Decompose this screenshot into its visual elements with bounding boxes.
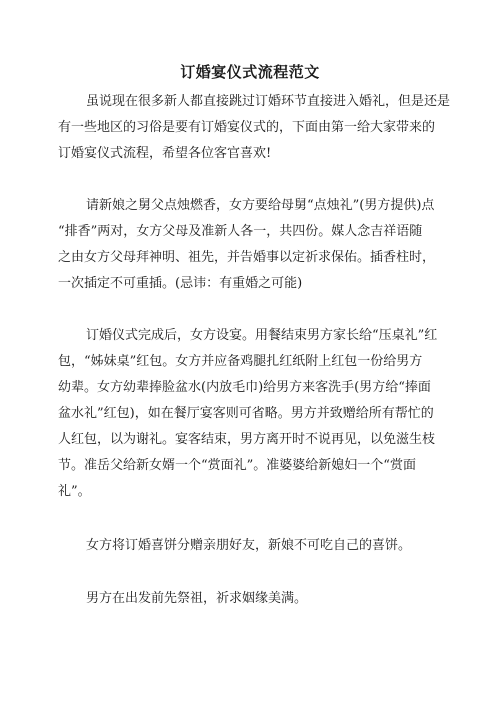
text-line: 虽说现在很多新人都直接跳过订婚环节直接进入婚礼，但是还是 [86,94,451,109]
text-line: 一次插定不可重插。(忌讳：有重婚之可能) [58,276,303,291]
text-line: 有一些地区的习俗是要有订婚宴仪式的，下面由第一给大家带来的 [58,120,436,135]
paragraph-incense [58,193,442,297]
paragraph-ancestors [58,586,442,612]
text-line: 请新娘之舅父点烛燃香，女方要给母舅“点烛礼”(男方提供)点 [86,198,435,213]
text-line: 人红包，以为谢礼。宴客结束，男方离开时不说再见，以免滋生枝 [58,432,436,447]
text-line: 幼辈。女方幼辈捧脸盆水(内放毛巾)给男方来客洗手(男方给“捧面 [58,380,431,395]
paragraph-intro [58,89,451,167]
text-line: 女方将订婚喜饼分赠亲朋好友，新娘不可吃自己的喜饼。 [86,538,412,553]
text-line: 订婚仪式完成后，女方设宴。用餐结束男方家长给“压桌礼”红 [86,328,438,343]
document-title: 订婚宴仪式流程范文 [180,63,320,81]
text-line: 男方在出发前先祭祖，祈求姻缘美满。 [86,591,308,606]
text-line: 节。准岳父给新女婿一个“赏面礼”。准婆婆给新媳妇一个“赏面 [58,458,416,473]
text-line: 包，“姊妹桌”红包。女方并应备鸡腿扎红纸附上红包一份给男方 [58,354,423,369]
text-line: 订婚宴仪式流程，希望各位客官喜欢! [58,146,272,161]
paragraph-banquet [58,323,442,505]
text-line: “排香”两对，女方父母及准新人各一，共四份。媒人念吉祥语随 [58,224,423,239]
text-line: 礼”。 [58,484,91,499]
text-line: 之由女方父母拜神明、祖先，并告婚事以定祈求保佑。插香柱时， [58,250,436,265]
text-line: 盆水礼”红包)，如在餐厅宴客则可省略。男方并致赠给所有帮忙的 [58,406,434,421]
paragraph-cakes [58,533,442,559]
